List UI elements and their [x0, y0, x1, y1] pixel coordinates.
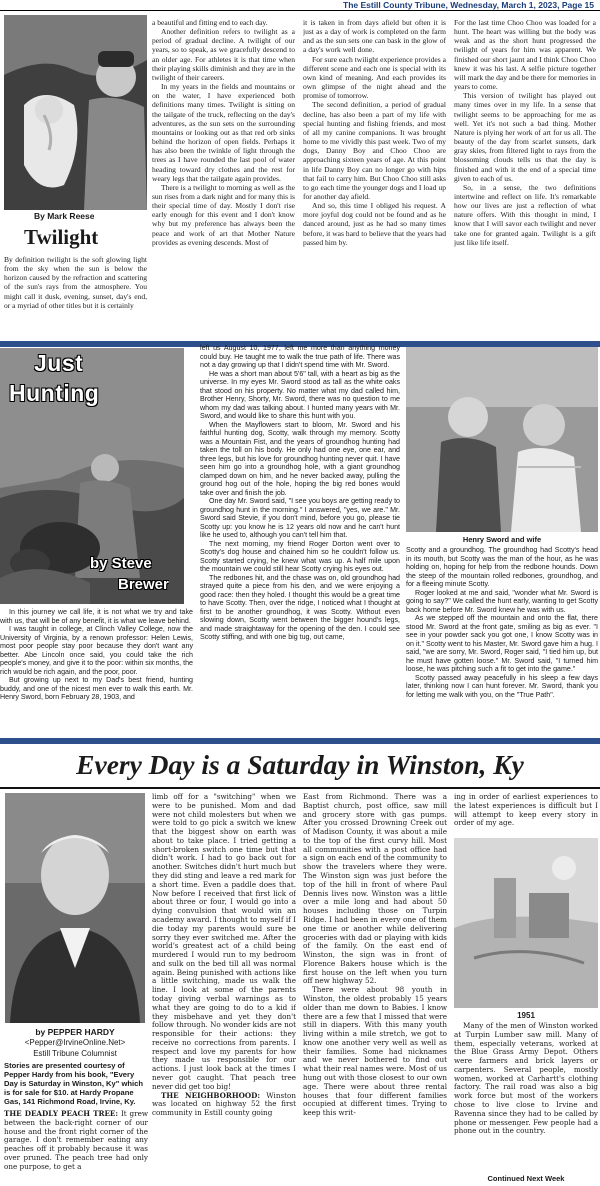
just-hunting-column-2 [200, 344, 400, 737]
winston-paragraph: ing in order of earliest experiences to the latest experiences is difficult but I will attempt to keep every story in order of my age. [454, 793, 598, 828]
pepper-hardy-photo [5, 793, 145, 1023]
winston-column-4 [454, 793, 598, 843]
just-hunting-paragraph: In this journey we call life, it is not what we try and take with us, that will be of any benefit, it is what we leave behind. [0, 608, 193, 625]
just-hunting-paragraph: Roger looked at me and said, "wonder what Mr. Sword is going to say?" We called the hunt early, wanting to get Scotty back home before Mr. Sword knew he was with us. [406, 588, 598, 614]
just-hunting-paragraph: left us August 10, 1977, left me more than anything money could buy. He taught me to walk the true path of life. There was not a day growing up that I didn't spend time with Mr. Sword. [200, 344, 400, 369]
winston-headline: Every Day is a Saturday in Winston, Ky [76, 749, 524, 780]
henry-sword-photo [406, 347, 598, 532]
twilight-paragraph: There is a twilight to morning as well as the sun rises from a dark night and for many this is their special time of day. Mostly I don't rise early enough for this event and I don't know why but my preference has always been the peace and work of art that Mother Nature provides as evening descends. Most of [152, 182, 295, 247]
just-hunting-paragraph: The next morning, my friend Roger Dorton went over to Scotty's dog house and chained him so he couldn't follow us. Scotty started crying, he knew what was up. A half mile upon the mountain we could still hear Scotty crying his eyes out. [200, 539, 400, 573]
twilight-headline: Twilight [24, 225, 99, 249]
winston-column-4b [454, 1022, 598, 1174]
just-hunting-paragraph: But growing up next to my Dad's best friend, hunting buddy, and one of the nicest men ever to walk this earth. Mr. Henry Sword, born February 28, 1903, and [0, 676, 193, 701]
winston-paragraph: East from Richmond. There was a Baptist church, post office, saw mill and grocery store with gas pumps. After you crossed Drowning Creek out of Madison County, it was about a mile to the top of the first curvy hill. Most all communities with a post office had a sign on each end of the community to show the travelers where they were. The Winston sign was just before the top of the hill in front of where Paul Dennis lives now. Winston was a little over a mile long and had about 50 houses including those on Turpin Ridge. I had been in every one of them one time or another while delivering groceries with dad or playing with kids of the family. On the east end of Winston, the sign was in front of Florence Bakers house which is the first house on the left when you turn off new highway 52. [303, 793, 447, 986]
twilight-paragraph: it is taken in from days afield but often it is just as a day of work is completed on the farm and as the sun sets one can bask in the glow of a day's work well done. [303, 18, 446, 55]
winston-text: Winston was located on highway 52 the first community in Estill county going [152, 1090, 296, 1118]
just-hunting-byline-2: Brewer [118, 576, 169, 593]
twilight-paragraph: By definition twilight is the soft glowing light from the sky when the sun is below the horizon caused by the refraction and scattering of the sun's rays from the atmosphere. You might call it dusk, evening, sunset, day's end, or a myriad of other titles but it is certainly [4, 255, 147, 310]
masthead-text: The Estill County Tribune, Wednesday, March 1, 2023, Page 15 [343, 0, 594, 10]
twilight-paragraph: For the last time Choo Choo was loaded for a hunt. The heart was willing but the body was weak and as the short hunt progressed the twilight of years for him was apparent. We finished our short jaunt and I think Choo Choo knew it was his last. A selfie picture together will mark the day and be there for memories in years to come. [454, 18, 596, 92]
winston-byline: by PEPPER HARDY [35, 1027, 115, 1037]
henry-sword-caption: Henry Sword and wife [462, 535, 542, 544]
twilight-paragraph: And so, this time I obliged his request. A more joyful dog could not be found and as he danced around, just as he had so many times before, it was hard to believe that the years had passed him by. [303, 201, 446, 247]
just-hunting-column-3 [406, 546, 598, 737]
winston-paragraph [4, 1110, 148, 1171]
twilight-paragraph: a beautiful and fitting end to each day. [152, 18, 268, 27]
just-hunting-paragraph: Scotty passed away peacefully in his sleep a few days later, thinking now I can hunt forever. Mr. Sword, thank you for letting me walk with you, on the "True Path". [406, 673, 598, 699]
section-lead: THE NEIGHBORHOOD: [161, 1090, 261, 1100]
winston-paragraph: There were about 98 youth in Winston, the oldest probably 15 years older than me down to Babies. I know there are a few that I missed that were still in diapers. With this many youth living within a mile stretch, we got to know one another very well as well as their families. Some had nicknames and we never bothered to find out what their real names were. Most of us hung out with those closest to our own age. There were about three rental houses that four different families occupied at different times. Trying to keep this writ- [303, 985, 447, 1118]
just-hunting-paragraph: I was taught in college, at Clinch Valley College, now the University of Virginia, by a renown professor: Helen Lewis, most poor people stay poor because they don't want any better. Abe Lincoln once said, you could take the rich people's money, and give it to the poor: within six months, the rich would be rich again, and the poor, poor. [0, 625, 193, 676]
winston-promo: Stories are presented courtesy of Pepper Hardy from his book, "Every Day is Saturday in Winston, Ky" which is for sale for $10. at Hardy Propane Gas, 141 Richmond Road, Irvine, Ky. [4, 1061, 143, 1107]
twilight-column-2 [152, 18, 295, 341]
just-hunting-byline-1: by Steve [90, 555, 152, 572]
twilight-column-3 [303, 18, 446, 341]
twilight-paragraph: For sure each twilight experience provides a different scene and each one is special with its own kind of meaning. And each provides its own glimpse of the night ahead and the promise of tomorrow. [303, 54, 446, 101]
just-hunting-paragraph: He was a short man about 5'6" tall, with a heart as big as the universe. In my eyes Mr. Sword stood as tall as the white oaks that stood on his property. No matter what my dad called him, Brother Henry, Shorty, Mr. Sword, there was no question to me whom my dad was talking about. I hunted many years with Mr. Sword, and would like to share this hunt with you. [200, 369, 400, 420]
winston-paragraph [152, 1092, 296, 1118]
twilight-byline: By Mark Reese [34, 211, 95, 221]
just-hunting-paragraph: One day Mr. Sword said, "I see you boys are getting ready to groundhog hunt in the morning." I answered, "yes, we are." Mr. Sword said Stevie, if you don't mind, before you go, please tie Scotty up: you know he is 12 years old now and he can't hunt like he used to, although you can't tell him that. [200, 497, 400, 539]
winston-paragraph: limb off for a "switching" when we were to be punished. Mom and dad were not child molesters but when we were told to go pick a switch we knew that the biggest show on earth was about to take place. I tried getting a short-broken switch one time but that didn't work. I had to go back out for another. Switches didn't hurt much but they did sting and leave a red mark for a short time. Even a paddle does that. Now before I received that first lick of about three or four, I would go into a dying convulsion that would win an academy award. I thought to myself if I die today my parents would sure be sorry they ever switched me. After the world's greatest act of a child being murdered I would run to my bedroom and sulk on the bed till all was normal again. Being punished with actions like a little switching, made us walk the line. I look at some of the parents today giving verbal warnings as to what they are going to do to a kid if they misbehave and yet they don't follow through. No wonder kids are not responsible for their actions: they receive no corrections from parents. I respect and love my parents for how they made us responsible for our actions. I just look back at the times I never got caught. That peach tree never did get too big! [152, 793, 296, 1091]
winston-column-3 [303, 793, 447, 1186]
winston-text: It grew between the back-right corner of our house and the front right corner of the garage. I don't remember eating any peaches off it probably because it was over pruned. The peach tree had only one purpose, to get a [4, 1110, 148, 1171]
masthead-bar [0, 0, 600, 11]
winston-column-1 [4, 1110, 148, 1186]
winston-1951-photo [454, 838, 598, 1008]
twilight-paragraph: In my years in the fields and mountains or on the water, I have experienced both definitions many times. Twilight is sitting on the tailgate of the truck, reflecting on the day's adventures, as the sun sets on the surrounding mountains or looking out as that red orb sinks behind the horizon of open fields. Perhaps it has also been the twinkle of light through the trees as I have rounded the last pool of water heading toward dry clothes and the rest for weary legs that the tailgate again provides. [152, 82, 295, 183]
just-hunting-paragraph: The redbones hit, and the chase was on, old groundhog had strayed quite a piece from his den, and we were enjoying a good race: then they holed. I thought this would be a great time to have Scotty. Then, over the ridge, I noticed what I thought at first to be another groundhog, it was Scotty. Without even slowing down, Scotty went between the bigger hound's legs, and made straightaway for the opening of the den. I could see Scotty stiffing, and with one big tug, out came, [200, 573, 400, 641]
winston-photo-year: 1951 [517, 1011, 535, 1020]
just-hunting-bottom-left [0, 608, 193, 736]
just-hunting-title-1: Just [34, 350, 84, 376]
winston-email: <Pepper@IrvineOnline.Net> [24, 1038, 126, 1047]
just-hunting-paragraph: Scotty and a groundhog. The groundhog had Scotty's head in its mouth, but Scotty was the man of the hour, as he was holding on, hoping for help from the redbone hounds. Down the steep of the mountain rolled redbones, groundhog, and for a fleeing minute Scotty. [406, 546, 598, 588]
just-hunting-title-2: Hunting [9, 380, 100, 406]
twilight-paragraph: This version of twilight has played out many times over in my life. In a sense that twilight seems to be approaching for me as well. Yet it's not such a bad thing. Mother Nature is plying her work of art for us all. The beauty of the day from scarlet sunsets, dark gray skies, from filtered light to rays from the blossoming clouds tells us that the day is finished and with it the end of a special time given to each of us. [454, 91, 596, 183]
twilight-column-4 [454, 18, 596, 341]
just-hunting-paragraph: As we stepped off the mountain and onto the flat, there stood Mr. Sword at the front gate, smiling as big as ever. "I see in your powder sack you got one, I know Scotty was in on it." Scotty went to his Master, Mr. Sword gave him a hug. I said, "we are sorry, Mr. Sword, Roger said, "I tied him up, but he must have gotten loose." Mr. Sword said, "I turned him loose, he was pitching such a fit to get into the game." [406, 614, 598, 673]
twilight-paragraph: Another definition refers to twilight as a period of gradual decline. A twilight of our years, so to speak, as we gracefully descend to an older age. For athletes it is that time when their playing skills diminish and they are in the twilight of their careers. [152, 27, 295, 82]
section-divider [0, 738, 600, 744]
twilight-paragraph: The second definition, a period of gradual decline, has also been a part of my life with special hunting and fishing friends, and most of all my canine companions. It was brought home to me vividly this past week. Two of my dogs, Danny Boy and Choo Choo are approaching sixteen years of age. At this point in life Danny Boy can no longer go with hips that fail to carry him. But Choo Choo still asks to go each time the younger dogs and I load up for another day afield. [303, 100, 446, 201]
continued-next-week: Continued Next Week [487, 1174, 565, 1183]
twilight-column-1 [4, 255, 147, 341]
twilight-author-photo [4, 15, 147, 210]
headline-rule [0, 787, 600, 789]
twilight-paragraph: So, in a sense, the two definitions intertwine and reflect on life. It's remarkable how our lives are just a reflection of what nature offers. With this thought in mind, I know that I will savor each twilight and never take one for granted again. Twilight is a gift just like life itself. [454, 182, 596, 247]
winston-column-2 [152, 793, 296, 1186]
winston-role: Estill Tribune Columnist [33, 1049, 117, 1058]
just-hunting-paragraph: When the Mayflowers start to bloom, Mr. Sword and his faithful hunting dog, Scotty, walk through my memory. Scotty was a Mountain Fist, and the years of groundhog hunting had taken the toll on his body. He only had one eye, one ear, and three legs, but his love for groundhog hunting never quit. I have seen him go into a groundhog hole, with a giant groundhog clamped down on him, and he never backed away, pulling the ground hog out of the hole, hoping the big red bones would take over and finish the job. [200, 420, 400, 497]
section-lead: THE DEADLY PEACH TREE: [4, 1110, 119, 1118]
winston-paragraph: Many of the men of Winston worked at Turpin Lumber saw mill. Many of them, especially veterans, worked at the Blue Grass Army Depot. Others were farmers and brick layers or carpenters. Several people, mostly women, worked at Carhartt's clothing factory. The rail road was also a big work force but most of the workers chose to live close to Irvine and Ravenna since they had to be called by phone or messenger. Few people had a phone out in the country. [454, 1022, 598, 1136]
